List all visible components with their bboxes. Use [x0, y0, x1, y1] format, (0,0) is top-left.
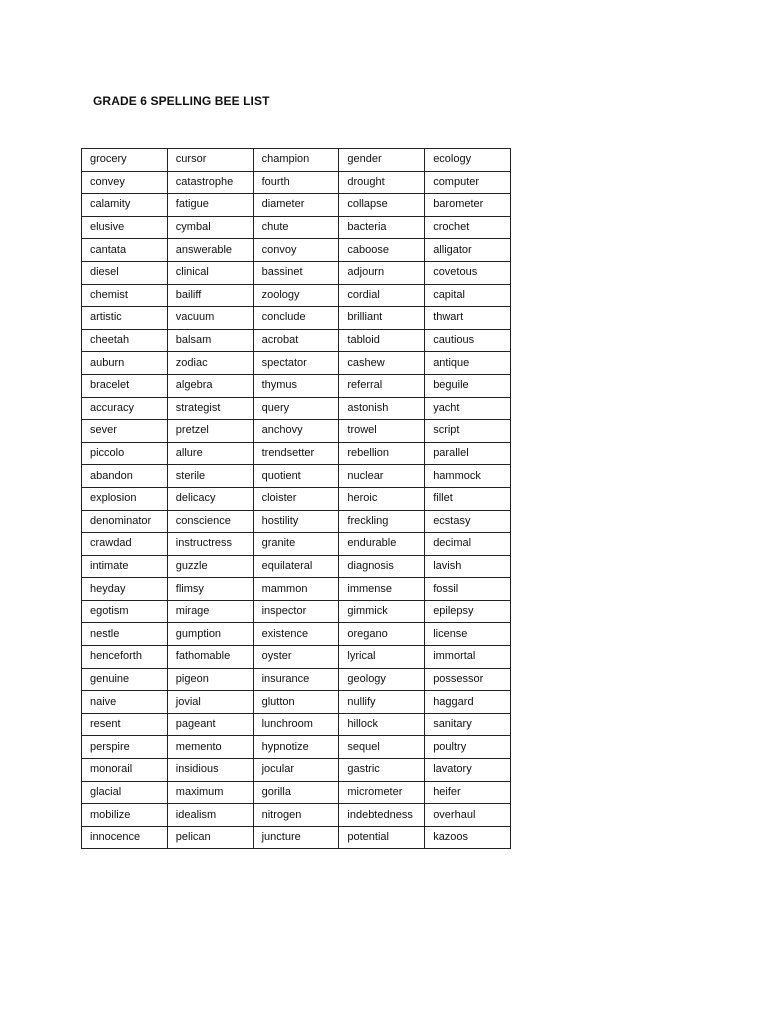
table-cell: micrometer [339, 781, 425, 804]
table-cell: antique [425, 352, 511, 375]
table-cell: heyday [82, 578, 168, 601]
table-cell: overhaul [425, 804, 511, 827]
table-row [82, 261, 511, 284]
table-cell: algebra [167, 374, 253, 397]
table-cell: quotient [253, 465, 339, 488]
table-cell: thymus [253, 374, 339, 397]
table-cell: vacuum [167, 307, 253, 330]
table-cell: ecstasy [425, 510, 511, 533]
table-cell: spectator [253, 352, 339, 375]
table-cell: brilliant [339, 307, 425, 330]
table-cell: accuracy [82, 397, 168, 420]
table-row [82, 781, 511, 804]
table-row [82, 194, 511, 217]
table-cell: pageant [167, 713, 253, 736]
table-row [82, 239, 511, 262]
table-cell: bracelet [82, 374, 168, 397]
table-cell: innocence [82, 826, 168, 849]
table-cell: lavatory [425, 759, 511, 782]
table-cell: memento [167, 736, 253, 759]
table-cell: adjourn [339, 261, 425, 284]
table-cell: artistic [82, 307, 168, 330]
table-cell: script [425, 420, 511, 443]
table-cell: idealism [167, 804, 253, 827]
table-cell: hammock [425, 465, 511, 488]
table-cell: instructress [167, 533, 253, 556]
table-cell: bailiff [167, 284, 253, 307]
table-cell: conscience [167, 510, 253, 533]
table-row [82, 420, 511, 443]
table-cell: sterile [167, 465, 253, 488]
table-cell: grocery [82, 149, 168, 172]
table-cell: tabloid [339, 329, 425, 352]
table-row [82, 487, 511, 510]
table-cell: insurance [253, 668, 339, 691]
table-cell: heifer [425, 781, 511, 804]
table-cell: freckling [339, 510, 425, 533]
table-cell: chemist [82, 284, 168, 307]
table-cell: fillet [425, 487, 511, 510]
table-cell: zodiac [167, 352, 253, 375]
table-cell: chute [253, 216, 339, 239]
table-cell: glutton [253, 691, 339, 714]
table-row [82, 149, 511, 172]
table-cell: rebellion [339, 442, 425, 465]
table-cell: anchovy [253, 420, 339, 443]
table-cell: genuine [82, 668, 168, 691]
table-cell: lyrical [339, 646, 425, 669]
table-cell: cordial [339, 284, 425, 307]
table-cell: trendsetter [253, 442, 339, 465]
table-cell: endurable [339, 533, 425, 556]
table-cell: possessor [425, 668, 511, 691]
spelling-word-table [81, 148, 511, 849]
table-cell: cloister [253, 487, 339, 510]
table-cell: potential [339, 826, 425, 849]
table-cell: elusive [82, 216, 168, 239]
table-cell: lavish [425, 555, 511, 578]
table-cell: insidious [167, 759, 253, 782]
table-cell: flimsy [167, 578, 253, 601]
table-row [82, 352, 511, 375]
table-cell: caboose [339, 239, 425, 262]
table-cell: oregano [339, 623, 425, 646]
table-cell: astonish [339, 397, 425, 420]
table-cell: kazoos [425, 826, 511, 849]
table-cell: egotism [82, 600, 168, 623]
table-cell: covetous [425, 261, 511, 284]
table-cell: collapse [339, 194, 425, 217]
table-cell: cantata [82, 239, 168, 262]
table-cell: poultry [425, 736, 511, 759]
table-row [82, 600, 511, 623]
table-cell: calamity [82, 194, 168, 217]
word-table-body [82, 149, 511, 849]
table-cell: resent [82, 713, 168, 736]
table-cell: hypnotize [253, 736, 339, 759]
table-cell: convoy [253, 239, 339, 262]
table-cell: zoology [253, 284, 339, 307]
table-cell: capital [425, 284, 511, 307]
table-cell: nitrogen [253, 804, 339, 827]
table-cell: piccolo [82, 442, 168, 465]
table-cell: crawdad [82, 533, 168, 556]
table-cell: nuclear [339, 465, 425, 488]
table-cell: juncture [253, 826, 339, 849]
table-cell: ecology [425, 149, 511, 172]
table-cell: equilateral [253, 555, 339, 578]
table-cell: clinical [167, 261, 253, 284]
table-cell: diesel [82, 261, 168, 284]
table-cell: fatigue [167, 194, 253, 217]
table-cell: alligator [425, 239, 511, 262]
table-cell: sever [82, 420, 168, 443]
table-row [82, 397, 511, 420]
table-cell: fourth [253, 171, 339, 194]
table-cell: delicacy [167, 487, 253, 510]
table-cell: catastrophe [167, 171, 253, 194]
table-cell: drought [339, 171, 425, 194]
table-cell: granite [253, 533, 339, 556]
table-row [82, 307, 511, 330]
table-row [82, 736, 511, 759]
table-row [82, 216, 511, 239]
table-row [82, 578, 511, 601]
table-cell: diagnosis [339, 555, 425, 578]
table-row [82, 374, 511, 397]
table-cell: parallel [425, 442, 511, 465]
table-cell: diameter [253, 194, 339, 217]
table-row [82, 329, 511, 352]
page-title: GRADE 6 SPELLING BEE LIST [93, 94, 270, 108]
table-cell: lunchroom [253, 713, 339, 736]
table-cell: existence [253, 623, 339, 646]
table-cell: hillock [339, 713, 425, 736]
table-row [82, 623, 511, 646]
table-cell: fathomable [167, 646, 253, 669]
table-cell: champion [253, 149, 339, 172]
table-cell: immortal [425, 646, 511, 669]
table-cell: sequel [339, 736, 425, 759]
table-row [82, 826, 511, 849]
table-row [82, 510, 511, 533]
table-cell: maximum [167, 781, 253, 804]
table-cell: balsam [167, 329, 253, 352]
table-cell: thwart [425, 307, 511, 330]
table-cell: geology [339, 668, 425, 691]
table-row [82, 171, 511, 194]
table-cell: answerable [167, 239, 253, 262]
table-row [82, 759, 511, 782]
table-cell: gorilla [253, 781, 339, 804]
table-cell: jocular [253, 759, 339, 782]
table-cell: monorail [82, 759, 168, 782]
table-cell: intimate [82, 555, 168, 578]
table-row [82, 465, 511, 488]
table-cell: acrobat [253, 329, 339, 352]
table-cell: cashew [339, 352, 425, 375]
table-cell: cursor [167, 149, 253, 172]
table-row [82, 646, 511, 669]
table-cell: beguile [425, 374, 511, 397]
table-cell: cheetah [82, 329, 168, 352]
table-cell: yacht [425, 397, 511, 420]
table-cell: strategist [167, 397, 253, 420]
table-cell: cautious [425, 329, 511, 352]
table-cell: henceforth [82, 646, 168, 669]
table-cell: convey [82, 171, 168, 194]
table-cell: cymbal [167, 216, 253, 239]
table-cell: decimal [425, 533, 511, 556]
table-cell: denominator [82, 510, 168, 533]
table-row [82, 713, 511, 736]
table-cell: auburn [82, 352, 168, 375]
table-cell: glacial [82, 781, 168, 804]
table-cell: computer [425, 171, 511, 194]
table-row [82, 668, 511, 691]
table-cell: query [253, 397, 339, 420]
table-cell: allure [167, 442, 253, 465]
table-cell: gumption [167, 623, 253, 646]
table-cell: heroic [339, 487, 425, 510]
table-cell: oyster [253, 646, 339, 669]
table-cell: sanitary [425, 713, 511, 736]
table-cell: explosion [82, 487, 168, 510]
table-row [82, 555, 511, 578]
table-cell: gimmick [339, 600, 425, 623]
table-cell: guzzle [167, 555, 253, 578]
table-cell: pelican [167, 826, 253, 849]
table-cell: abandon [82, 465, 168, 488]
table-cell: jovial [167, 691, 253, 714]
table-cell: perspire [82, 736, 168, 759]
table-cell: nestle [82, 623, 168, 646]
table-cell: crochet [425, 216, 511, 239]
table-cell: barometer [425, 194, 511, 217]
table-cell: bassinet [253, 261, 339, 284]
table-row [82, 442, 511, 465]
table-cell: nullify [339, 691, 425, 714]
table-cell: fossil [425, 578, 511, 601]
table-cell: pigeon [167, 668, 253, 691]
table-cell: conclude [253, 307, 339, 330]
table-cell: gastric [339, 759, 425, 782]
table-cell: mirage [167, 600, 253, 623]
table-cell: inspector [253, 600, 339, 623]
table-cell: naive [82, 691, 168, 714]
table-cell: pretzel [167, 420, 253, 443]
table-cell: immense [339, 578, 425, 601]
table-row [82, 284, 511, 307]
table-cell: license [425, 623, 511, 646]
table-cell: haggard [425, 691, 511, 714]
table-cell: hostility [253, 510, 339, 533]
table-row [82, 533, 511, 556]
table-cell: gender [339, 149, 425, 172]
table-cell: indebtedness [339, 804, 425, 827]
table-cell: mobilize [82, 804, 168, 827]
table-cell: referral [339, 374, 425, 397]
table-row [82, 691, 511, 714]
table-cell: mammon [253, 578, 339, 601]
table-cell: trowel [339, 420, 425, 443]
table-row [82, 804, 511, 827]
table-cell: epilepsy [425, 600, 511, 623]
table-cell: bacteria [339, 216, 425, 239]
